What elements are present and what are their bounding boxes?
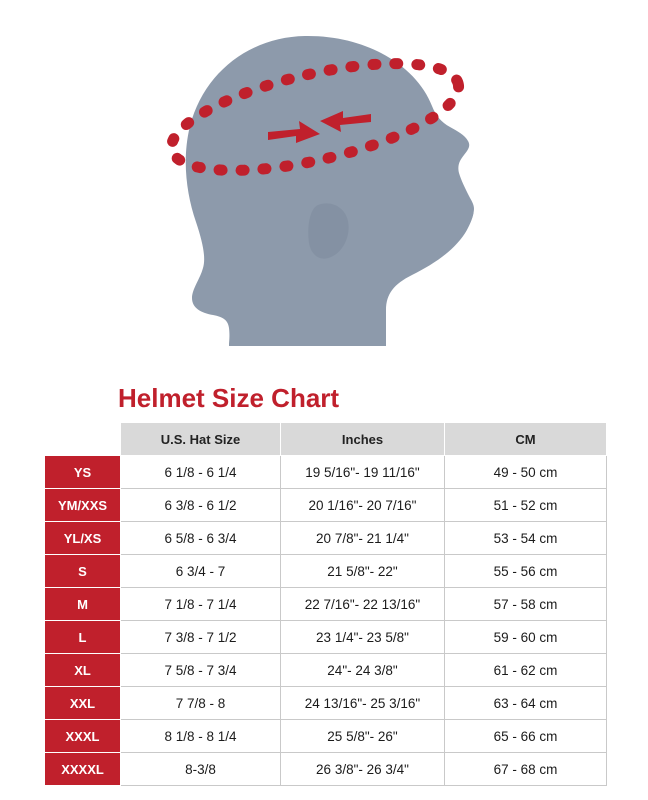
table-body xyxy=(45,456,607,786)
table-row xyxy=(45,654,607,687)
row-hat-size: 6 3/8 - 6 1/2 xyxy=(121,489,281,522)
row-hat-size: 6 3/4 - 7 xyxy=(121,555,281,588)
column-header-cm: CM xyxy=(445,423,607,456)
row-size-label: YL/XS xyxy=(45,522,121,555)
row-hat-size: 7 7/8 - 8 xyxy=(121,687,281,720)
row-size-label: XXL xyxy=(45,687,121,720)
table-header xyxy=(45,423,607,456)
row-cm: 55 - 56 cm xyxy=(445,555,607,588)
table-row xyxy=(45,489,607,522)
column-header-blank xyxy=(45,423,121,456)
row-inches: 20 1/16"- 20 7/16" xyxy=(281,489,445,522)
head-profile-svg xyxy=(0,0,648,370)
table-row xyxy=(45,555,607,588)
row-inches: 24 13/16"- 25 3/16" xyxy=(281,687,445,720)
row-hat-size: 6 5/8 - 6 3/4 xyxy=(121,522,281,555)
head-silhouette-shape xyxy=(186,36,474,346)
head-measurement-illustration xyxy=(0,0,648,370)
row-hat-size: 7 1/8 - 7 1/4 xyxy=(121,588,281,621)
row-inches: 25 5/8"- 26" xyxy=(281,720,445,753)
table-row xyxy=(45,522,607,555)
row-cm: 51 - 52 cm xyxy=(445,489,607,522)
row-hat-size: 6 1/8 - 6 1/4 xyxy=(121,456,281,489)
row-size-label: L xyxy=(45,621,121,654)
row-cm: 61 - 62 cm xyxy=(445,654,607,687)
table-row xyxy=(45,588,607,621)
row-inches: 23 1/4"- 23 5/8" xyxy=(281,621,445,654)
row-size-label: M xyxy=(45,588,121,621)
row-size-label: XXXXL xyxy=(45,753,121,786)
table-row xyxy=(45,753,607,786)
row-hat-size: 7 3/8 - 7 1/2 xyxy=(121,621,281,654)
row-inches: 21 5/8"- 22" xyxy=(281,555,445,588)
row-hat-size: 8 1/8 - 8 1/4 xyxy=(121,720,281,753)
table-row xyxy=(45,621,607,654)
row-cm: 67 - 68 cm xyxy=(445,753,607,786)
row-cm: 63 - 64 cm xyxy=(445,687,607,720)
row-size-label: YM/XXS xyxy=(45,489,121,522)
row-cm: 49 - 50 cm xyxy=(445,456,607,489)
row-hat-size: 7 5/8 - 7 3/4 xyxy=(121,654,281,687)
column-header-inches: Inches xyxy=(281,423,445,456)
page-title: Helmet Size Chart xyxy=(118,383,340,413)
helmet-size-table xyxy=(44,422,607,786)
table-header-row xyxy=(45,423,607,456)
row-inches: 22 7/16"- 22 13/16" xyxy=(281,588,445,621)
row-inches: 19 5/16"- 19 11/16" xyxy=(281,456,445,489)
table-row xyxy=(45,720,607,753)
row-cm: 59 - 60 cm xyxy=(445,621,607,654)
table-row xyxy=(45,687,607,720)
table-row xyxy=(45,456,607,489)
row-inches: 26 3/8"- 26 3/4" xyxy=(281,753,445,786)
row-cm: 57 - 58 cm xyxy=(445,588,607,621)
row-cm: 53 - 54 cm xyxy=(445,522,607,555)
row-inches: 24"- 24 3/8" xyxy=(281,654,445,687)
row-size-label: XXXL xyxy=(45,720,121,753)
row-inches: 20 7/8"- 21 1/4" xyxy=(281,522,445,555)
row-cm: 65 - 66 cm xyxy=(445,720,607,753)
row-size-label: XL xyxy=(45,654,121,687)
row-hat-size: 8-3/8 xyxy=(121,753,281,786)
column-header-hat-size: U.S. Hat Size xyxy=(121,423,281,456)
row-size-label: YS xyxy=(45,456,121,489)
row-size-label: S xyxy=(45,555,121,588)
